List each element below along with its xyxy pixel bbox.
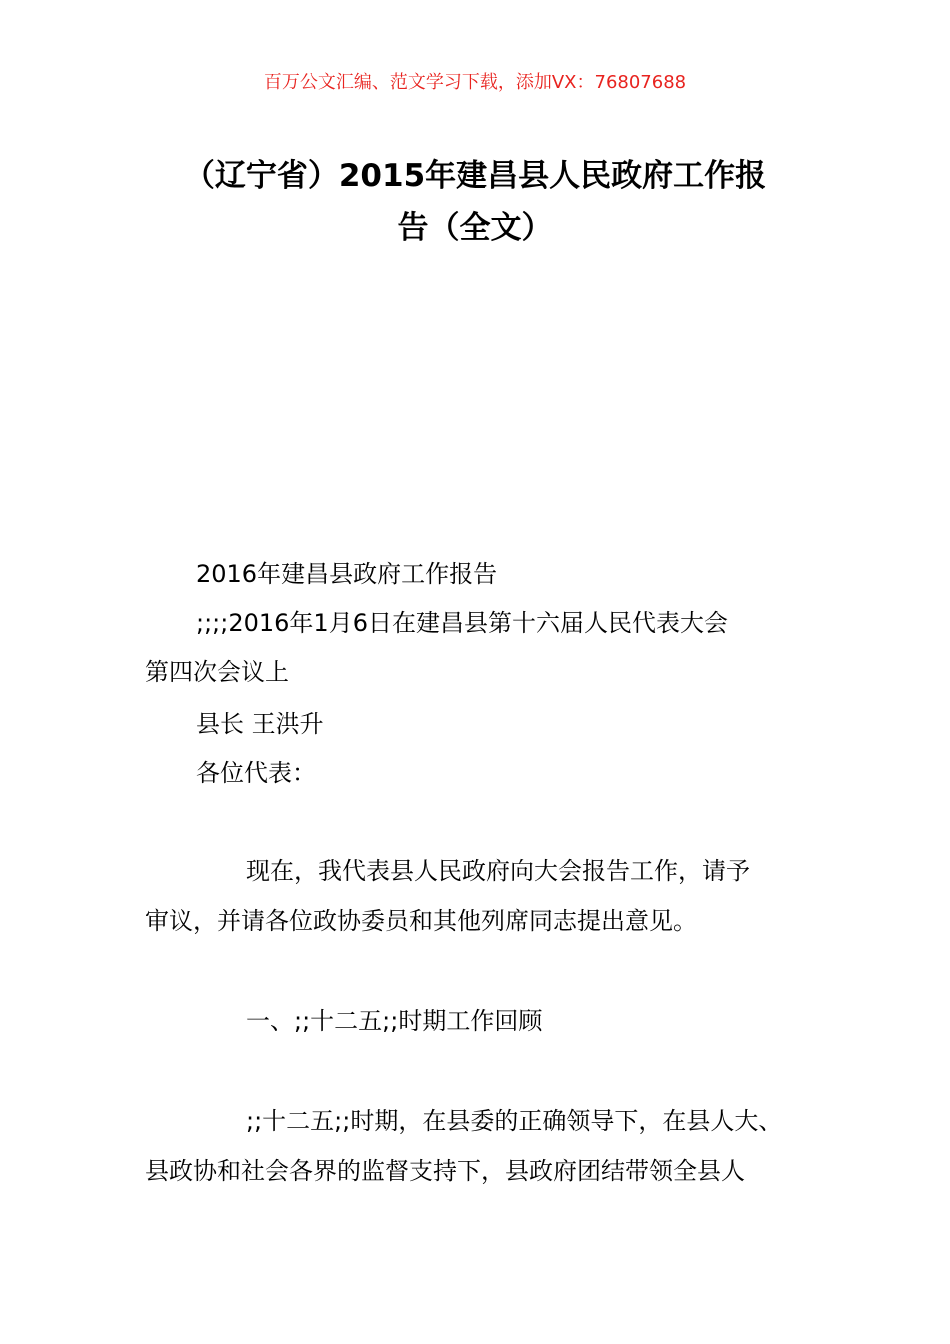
paragraph-2-line-1: ;;十二五;;时期，在县委的正确领导下，在县人大、 — [246, 1107, 783, 1135]
document-title-line-1: （辽宁省）2015年建昌县人民政府工作报 — [183, 158, 767, 194]
section-heading-1: 一、;;十二五;;时期工作回顾 — [246, 1007, 543, 1035]
paragraph-1-line-2: 审议，并请各位政协委员和其他列席同志提出意见。 — [145, 907, 697, 935]
header-note: 百万公文汇编、范文学习下载，添加VX：76807688 — [263, 72, 687, 93]
report-title-line: 2016年建昌县政府工作报告 — [196, 560, 498, 588]
date-line-1: ;;;;2016年1月6日在建昌县第十六届人民代表大会 — [196, 609, 728, 637]
date-line-2: 第四次会议上 — [145, 658, 289, 686]
salutation-line: 各位代表： — [196, 759, 316, 787]
document-title-line-2: 告（全文） — [397, 210, 553, 246]
speaker-line: 县长 王洪升 — [196, 710, 324, 738]
paragraph-1-line-1: 现在，我代表县人民政府向大会报告工作，请予 — [246, 857, 750, 885]
paragraph-2-line-2: 县政协和社会各界的监督支持下，县政府团结带领全县人 — [145, 1157, 745, 1185]
